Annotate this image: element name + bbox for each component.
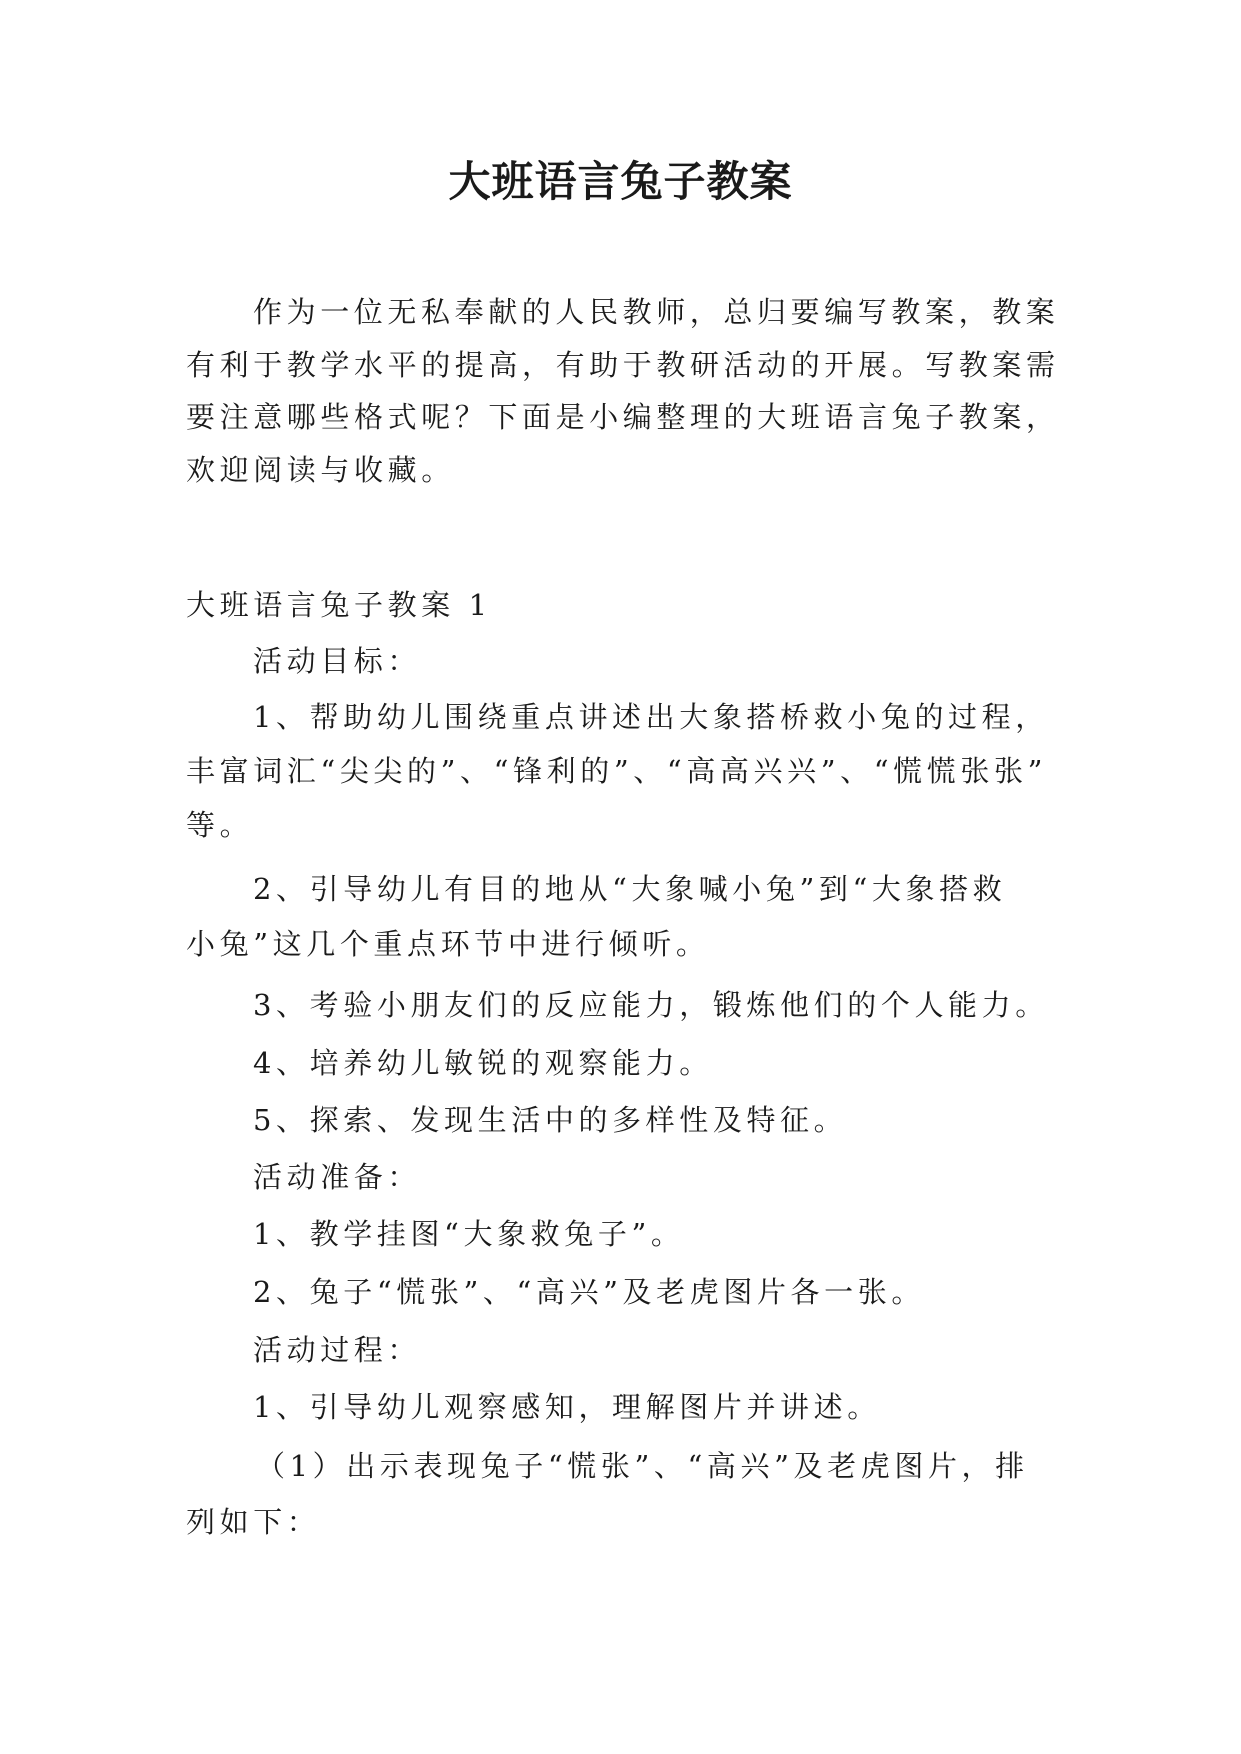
intro-line-1: 作为一位无私奉献的人民教师，总归要编写教案，教案: [253, 295, 1060, 329]
goal-2-line-1: 2、引导幼儿有目的地从“大象喊小兔”到“大象搭救: [253, 872, 1007, 906]
process-heading: 活动过程：: [253, 1333, 422, 1367]
goal-4: 4、培养幼儿敏锐的观察能力。: [253, 1046, 713, 1080]
section-heading: 大班语言兔子教案 1: [186, 588, 492, 622]
intro-line-3: 要注意哪些格式呢？下面是小编整理的大班语言兔子教案，: [186, 400, 1060, 434]
prep-2: 2、兔子“慌张”、“高兴”及老虎图片各一张。: [253, 1275, 925, 1309]
goal-5: 5、探索、发现生活中的多样性及特征。: [253, 1103, 848, 1137]
goal-1-line-3: 等。: [186, 808, 254, 842]
prep-1: 1、教学挂图“大象救兔子”。: [253, 1217, 685, 1251]
goals-heading: 活动目标：: [253, 644, 422, 678]
document-title: 大班语言兔子教案: [448, 157, 793, 206]
goal-1-line-1: 1、帮助幼儿围绕重点讲述出大象搭桥救小兔的过程，: [253, 700, 1049, 734]
prep-heading: 活动准备：: [253, 1160, 422, 1194]
goal-2-line-2: 小兔”这几个重点环节中进行倾听。: [186, 927, 710, 961]
intro-line-4: 欢迎阅读与收藏。: [186, 453, 455, 487]
process-1: 1、引导幼儿观察感知，理解图片并讲述。: [253, 1390, 881, 1424]
process-1-sub-line-2: 列如下：: [186, 1505, 321, 1539]
process-1-sub-line-1: （1）出示表现兔子“慌张”、“高兴”及老虎图片，排: [256, 1449, 1029, 1483]
goal-3: 3、考验小朋友们的反应能力，锻炼他们的个人能力。: [253, 988, 1049, 1022]
intro-line-2: 有利于教学水平的提高，有助于教研活动的开展。写教案需: [186, 348, 1060, 382]
goal-1-line-2: 丰富词汇“尖尖的”、“锋利的”、“高高兴兴”、“慌慌张张”: [186, 754, 1048, 788]
